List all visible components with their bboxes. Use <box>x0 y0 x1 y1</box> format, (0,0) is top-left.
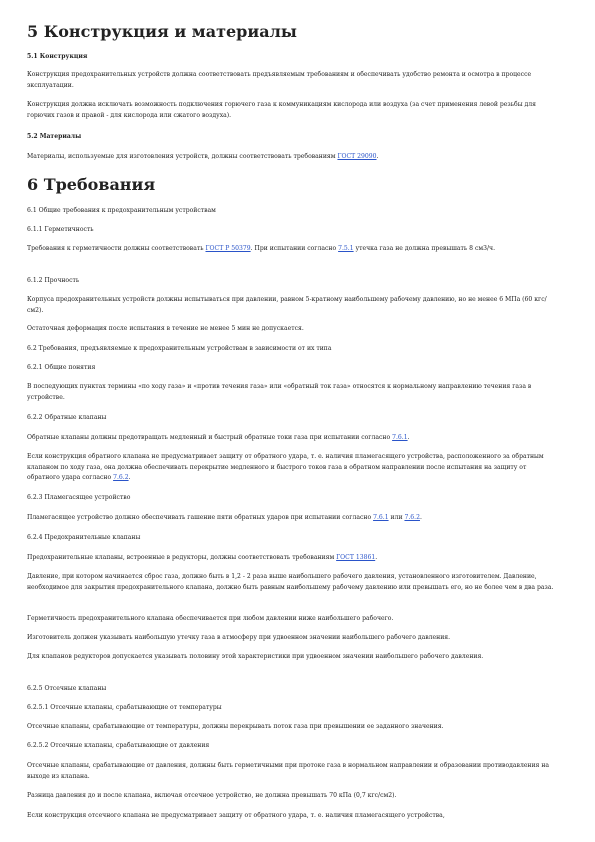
subsection-6-1-2-heading: 6.1.2 Прочность <box>27 277 80 284</box>
ref-7-6-1-link[interactable]: 7.6.1 <box>373 514 389 521</box>
subsection-6-2-1-heading: 6.2.1 Общие понятия <box>27 364 96 371</box>
gost-13861-link[interactable]: ГОСТ 13861 <box>336 554 376 561</box>
subsection-6-2-3-heading: 6.2.3 Пламегасящее устройство <box>27 494 131 501</box>
paragraph-6-2-4-d: Изготовитель должен указывать наибольшую утечку газа в атмосферу при удвоенном значении наибольшего рабочего давления. <box>27 634 451 641</box>
ref-7-5-1-link[interactable]: 7.5.1 <box>338 245 354 252</box>
paragraph-6-1-1: Требования к герметичности должны соответствовать ГОСТ Р 50379. При испытании согласно 7.5.1 утечка газа не должна превышать 8 см3/ч. <box>27 245 496 252</box>
subsection-6-2-2-heading: 6.2.2 Обратные клапаны <box>27 414 107 421</box>
ref-7-6-1-link[interactable]: 7.6.1 <box>392 434 408 441</box>
gost-29090-link[interactable]: ГОСТ 29090 <box>337 153 377 160</box>
paragraph-6-1-2-b: Остаточная деформация после испытания в течение не менее 5 мин не допускается. <box>27 325 304 332</box>
paragraph-5-1-a: Конструкция предохранительных устройств должна соответствовать предъявляемым требованиям и обеспечивать удобство ремонта и осмотра в процессе эксплуатации. <box>27 71 532 89</box>
subsection-6-2-5-1-heading: 6.2.5.1 Отсечные клапаны, срабатывающие от температуры <box>27 704 222 711</box>
subsection-6-1-heading: 6.1 Общие требования к предохранительным устройствам <box>27 207 216 214</box>
paragraph-6-2-4-e: Для клапанов редукторов допускается указывать половину этой характеристики при удвоенном значении наибольшего рабочего давления. <box>27 653 484 660</box>
subsection-5-2-heading: 5.2 Материалы <box>27 133 82 140</box>
ref-7-6-2-link[interactable]: 7.6.2 <box>404 514 420 521</box>
gost-r-50379-link[interactable]: ГОСТ Р 50379 <box>205 245 251 252</box>
paragraph-5-1-b: Конструкция должна исключать возможность подключения горючего газа к коммуникациям кислорода или воздуха (за счет применения левой резьбы для горючих газов и правой - для кислорода или сжатого воздуха). <box>27 101 536 119</box>
paragraph-6-2-2-a: Обратные клапаны должны предотвращать медленный и быстрый обратные токи газа при испытании согласно 7.6.1. <box>27 434 410 441</box>
subsection-6-2-heading: 6.2 Требования, предъявляемые к предохранительным устройствам в зависимости от их типа <box>27 345 332 352</box>
subsection-6-2-5-heading: 6.2.5 Отсечные клапаны <box>27 685 107 692</box>
paragraph-6-2-3: Пламегасящее устройство должно обеспечивать гашение пяти обратных ударов при испытании согласно 7.6.1 или 7.6.2. <box>27 514 422 521</box>
paragraph-6-2-1: В последующих пунктах термины «по ходу газа» и «против течения газа» или «обратный ток газа» относятся к нормальному направлению течения газа в устройстве. <box>27 383 532 401</box>
ref-7-6-2-link[interactable]: 7.6.2 <box>113 474 129 481</box>
paragraph-5-2: Материалы, используемые для изготовления устройств, должны соответствовать требованиям ГОСТ 29090. <box>27 153 379 160</box>
paragraph-6-2-4-c: Герметичность предохранительного клапана обеспечивается при любом давлении ниже наибольшего рабочего. <box>27 615 394 622</box>
subsection-5-1-heading: 5.1 Конструкция <box>27 53 88 60</box>
paragraph-6-2-4-a: Предохранительные клапаны, встроенные в редукторы, должны соответствовать требованиям ГОСТ 13861. <box>27 554 378 561</box>
paragraph-6-2-2-b: Если конструкция обратного клапана не предусматривает защиту от обратного удара, т. е. наличия пламегасящего устройства, расположенного за обратным клапаном по ходу газа, она должна обеспечивать перекрытие медленного и быстрого токов газа в обратном направлении после испытания на защиту от обратного удара согласно 7.6.2. <box>27 453 544 481</box>
section-6-title: 6 Требования <box>27 175 156 194</box>
paragraph-6-1-2-a: Корпуса предохранительных устройств должны испытываться при давлении, равном 5-кратному наибольшему рабочему давлению, но не менее 6 МПа (60 кгс/см2). <box>27 296 547 314</box>
subsection-6-1-1-heading: 6.1.1 Герметичность <box>27 226 94 233</box>
subsection-6-2-5-2-heading: 6.2.5.2 Отсечные клапаны, срабатывающие от давления <box>27 742 210 749</box>
paragraph-6-2-5-2-a: Отсечные клапаны, срабатывающие от давления, должны быть герметичными при протоке газа в нормальном направлении и образовании противодавления на выходе из клапана. <box>27 762 550 780</box>
paragraph-6-2-5-2-b: Разница давления до и после клапана, включая отсечное устройство, не должна превышать 70 кПа (0,7 кгс/см2). <box>27 792 397 799</box>
section-5-title: 5 Конструкция и материалы <box>27 22 297 41</box>
subsection-6-2-4-heading: 6.2.4 Предохранительные клапаны <box>27 534 141 541</box>
paragraph-6-2-4-b: Давление, при котором начинается сброс газа, должно быть в 1,2 - 2 раза выше наибольшего рабочего давления, установленного изготовителем. Давление, необходимое для закрытия предохранительного клапана, должно быть равным наибольшему рабочему давлению или превышать его, но не более чем в два раза. <box>27 573 554 591</box>
paragraph-6-2-5-2-c: Если конструкция отсечного клапана не предусматривает защиту от обратного удара, т. е. наличия пламегасящего устройства, <box>27 812 445 819</box>
paragraph-6-2-5-1: Отсечные клапаны, срабатывающие от температуры, должны перекрывать поток газа при превышении ее заданного значения. <box>27 723 444 730</box>
